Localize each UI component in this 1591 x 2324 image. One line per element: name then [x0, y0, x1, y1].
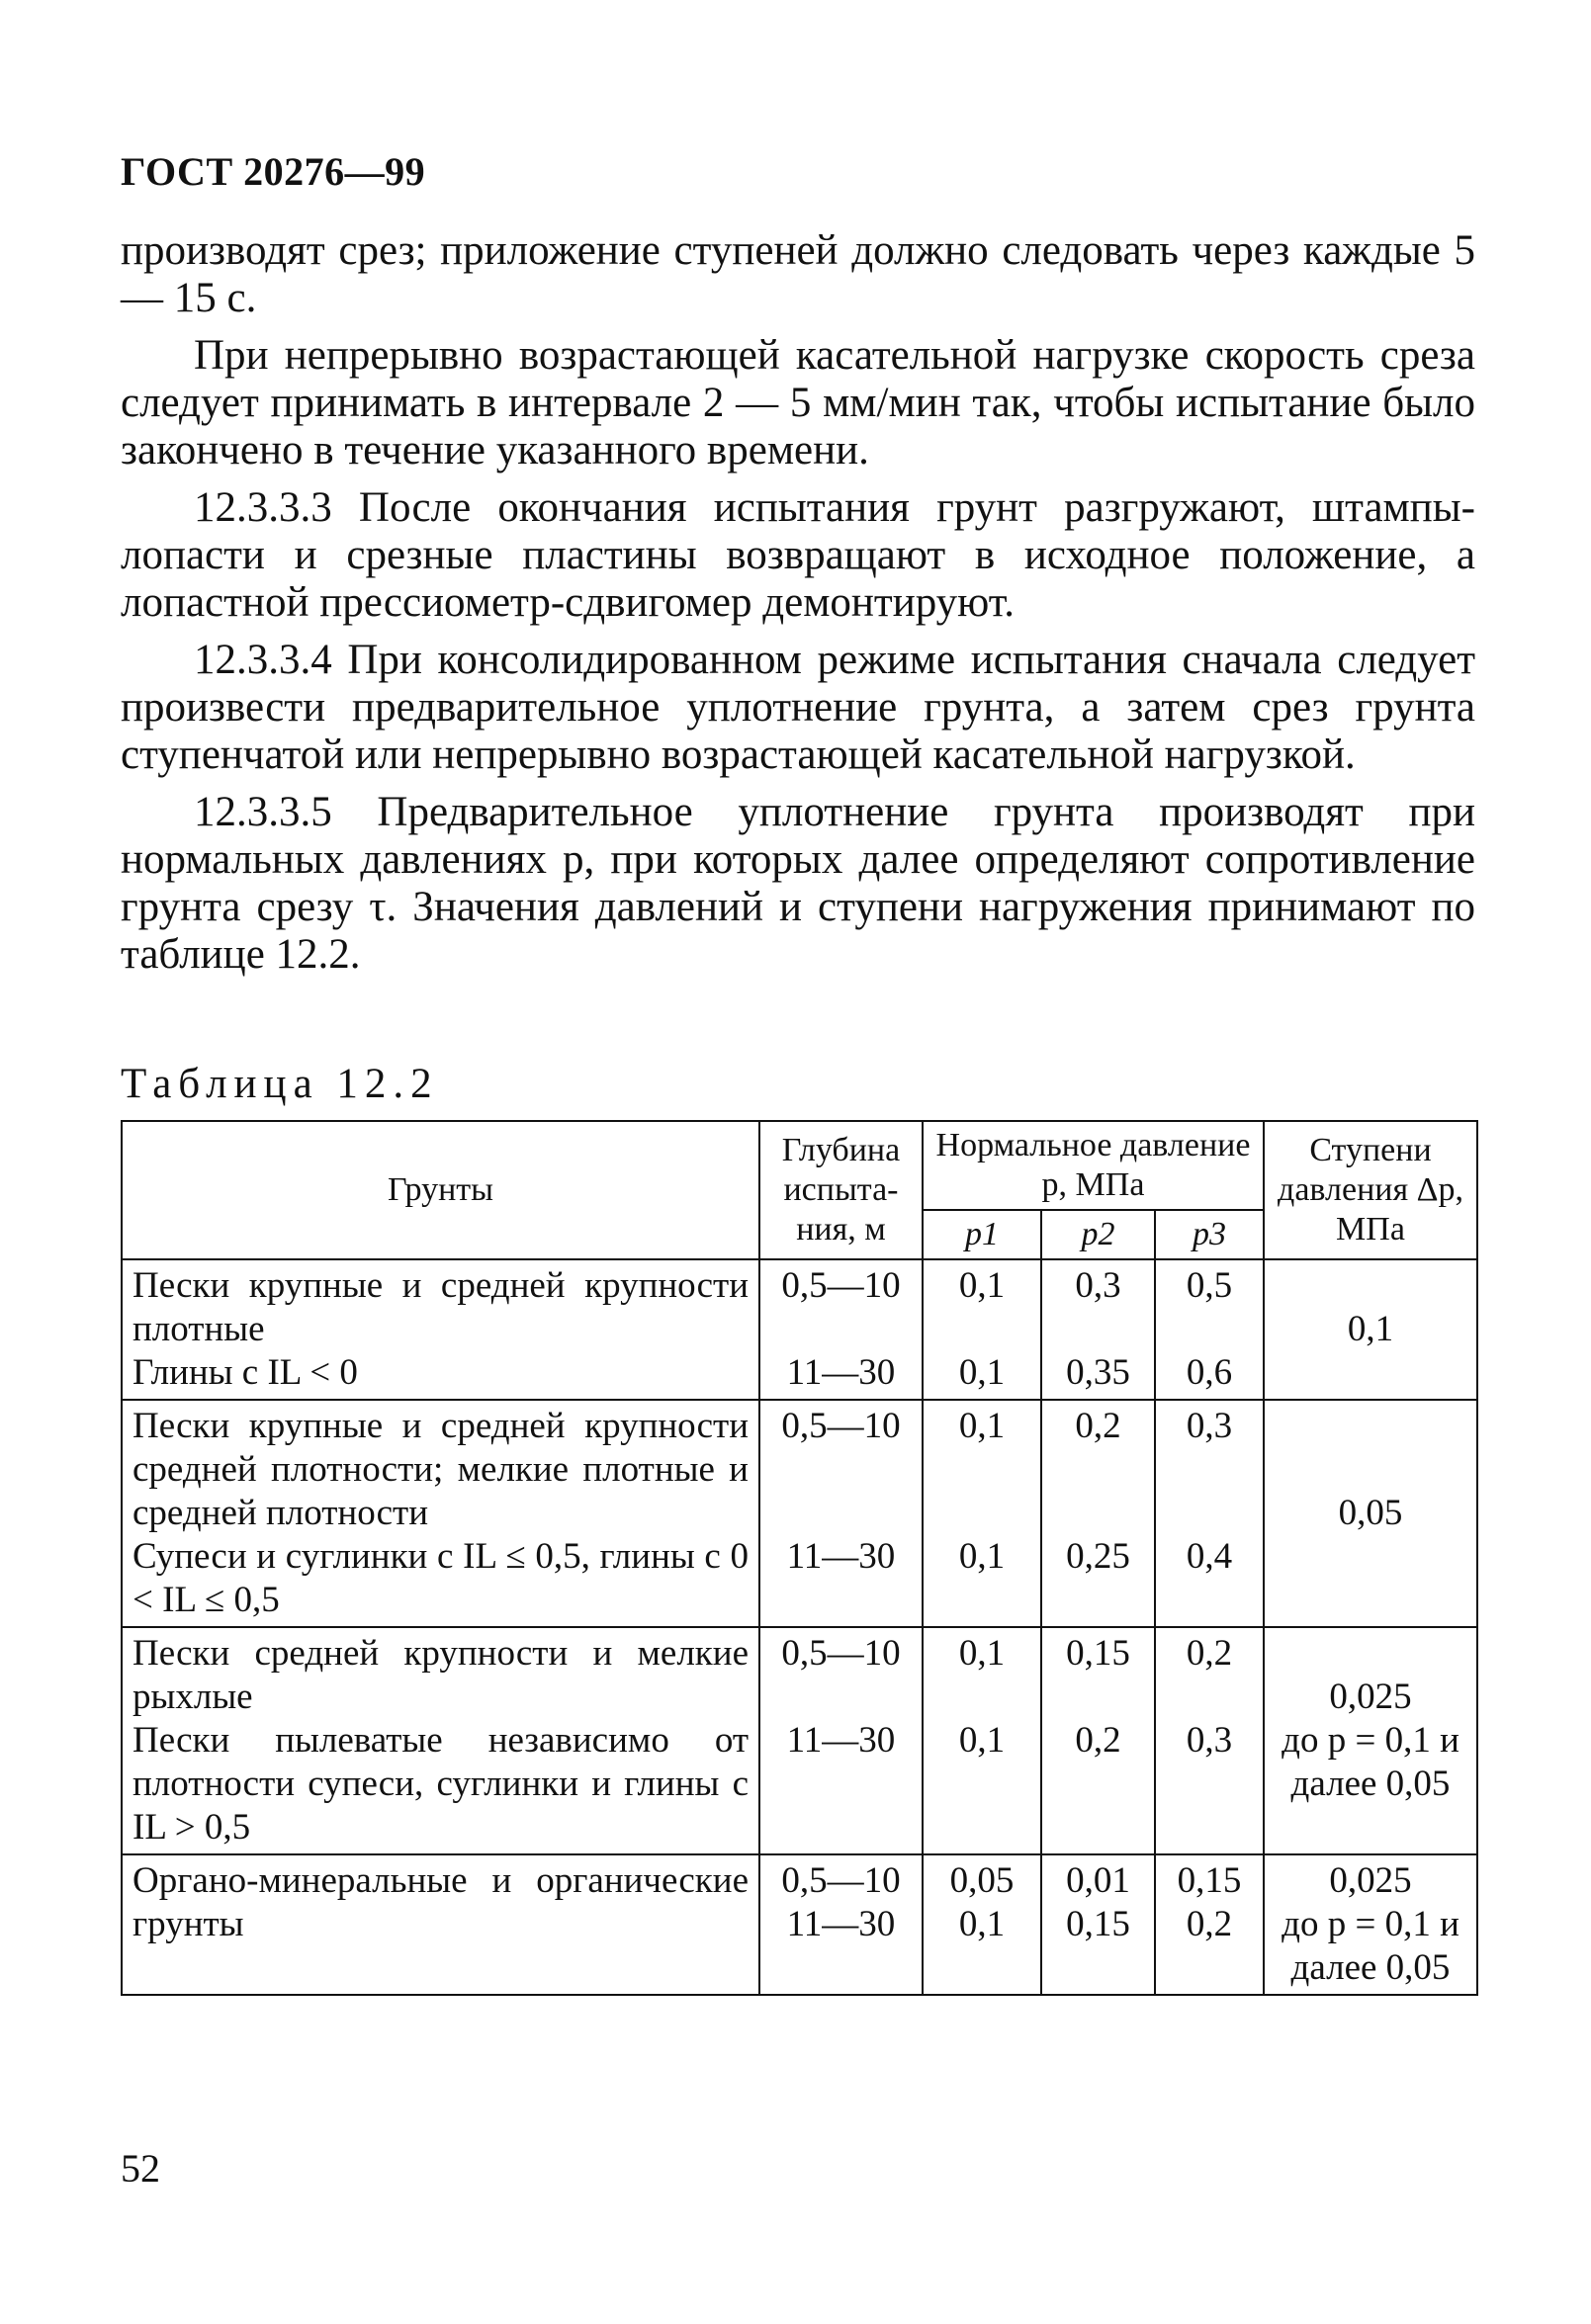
p1-value: 0,1: [958, 1904, 1006, 1944]
p3-value: 0,6: [1186, 1352, 1233, 1393]
p1-cell: [923, 1627, 1041, 1854]
soil-cell: [122, 1854, 759, 1995]
step-value: 0,1: [1347, 1309, 1394, 1349]
soil-line: Пески пылеватые независимо от плотности супеси, суглинки и глины с IL > 0,5: [133, 1720, 749, 1848]
p3-value: 0,2: [1186, 1904, 1233, 1944]
p2-cell: [1041, 1400, 1155, 1627]
p2-value: 0,3: [1075, 1265, 1121, 1306]
depth-cell: [759, 1627, 923, 1854]
depth-value: 0,5—10: [781, 1860, 901, 1901]
header-p1: p1: [923, 1210, 1041, 1259]
table-caption: Таблица 12.2: [121, 1061, 439, 1107]
p1-cell: [923, 1259, 1041, 1400]
p1-value: 0,1: [958, 1265, 1006, 1306]
paragraph: 12.3.3.4 При консолидированном режиме испытания сначала следует произвести предварительное уплотнение грунта, а затем срез грунта ступенчатой или непрерывно возрастающей касательной нагрузкой.: [121, 637, 1475, 778]
soil-line: Пески средней крупности и мелкие рыхлые: [133, 1633, 749, 1717]
p1-value: 0,05: [949, 1860, 1015, 1901]
p2-value: 0,2: [1075, 1406, 1121, 1446]
soil-cell: [122, 1400, 759, 1627]
p3-value: 0,4: [1186, 1536, 1233, 1577]
table-row: [122, 1854, 1477, 1995]
table-row: [122, 1259, 1477, 1400]
header-depth: Глубина испыта-ния, м: [759, 1121, 923, 1259]
p2-value: 0,15: [1066, 1904, 1130, 1944]
paragraph: производят срез; приложение ступеней должно следовать через каждые 5 — 15 с.: [121, 227, 1475, 321]
page-number: 52: [121, 2146, 160, 2191]
p2-cell: [1041, 1854, 1155, 1995]
p1-cell: [923, 1400, 1041, 1627]
header-step: Ступени давления Δp, МПа: [1264, 1121, 1477, 1259]
p2-value: 0,2: [1075, 1720, 1121, 1761]
soil-line: Супеси и суглинки с IL ≤ 0,5, глины с 0 < IL ≤ 0,5: [133, 1536, 749, 1620]
p3-value: 0,15: [1177, 1860, 1242, 1901]
depth-value: 0,5—10: [781, 1265, 901, 1306]
p3-cell: [1155, 1627, 1264, 1854]
soil-cell: [122, 1627, 759, 1854]
header-soils: Грунты: [122, 1121, 759, 1259]
table-row: [122, 1400, 1477, 1627]
step-value: 0,025: [1329, 1677, 1412, 1717]
p1-cell: [923, 1854, 1041, 1995]
step-cell: [1264, 1854, 1477, 1995]
depth-value: 11—30: [786, 1904, 896, 1944]
pressure-table: [121, 1120, 1478, 1996]
soil-line: Пески крупные и средней крупности плотные: [133, 1265, 749, 1349]
depth-value: 11—30: [786, 1720, 896, 1761]
p1-value: 0,1: [958, 1633, 1006, 1674]
soil-line: Пески крупные и средней крупности средней плотности; мелкие плотные и средней плотности: [133, 1406, 749, 1533]
soil-line: Глины с IL < 0: [133, 1352, 358, 1393]
p1-value: 0,1: [958, 1536, 1006, 1577]
p2-value: 0,25: [1066, 1536, 1130, 1577]
soil-cell: [122, 1259, 759, 1400]
paragraph: 12.3.3.5 Предварительное уплотнение грунта производят при нормальных давлениях p, при которых далее определяют сопротивление грунта срезу τ. Значения давлений и ступени нагружения принимают по таблице 12.2.: [121, 789, 1475, 978]
p1-value: 0,1: [958, 1720, 1006, 1761]
step-value: до p = 0,1 и: [1282, 1904, 1459, 1944]
p2-cell: [1041, 1259, 1155, 1400]
depth-value: 11—30: [786, 1536, 896, 1577]
table-row: [122, 1627, 1477, 1854]
p3-cell: [1155, 1400, 1264, 1627]
p3-value: 0,5: [1186, 1265, 1233, 1306]
p3-cell: [1155, 1259, 1264, 1400]
step-cell: [1264, 1400, 1477, 1627]
p1-value: 0,1: [958, 1406, 1006, 1446]
depth-value: 11—30: [786, 1352, 896, 1393]
p2-value: 0,35: [1066, 1352, 1130, 1393]
paragraph: При непрерывно возрастающей касательной нагрузке скорость среза следует принимать в интервале 2 — 5 мм/мин так, чтобы испытание было закончено в течение указанного времени.: [121, 332, 1475, 473]
p2-cell: [1041, 1627, 1155, 1854]
soil-line: Органо-минеральные и органические грунты: [133, 1860, 749, 1944]
depth-value: 0,5—10: [781, 1633, 901, 1674]
p2-value: 0,15: [1066, 1633, 1130, 1674]
step-cell: [1264, 1259, 1477, 1400]
step-value: далее 0,05: [1290, 1947, 1451, 1988]
step-value: 0,05: [1338, 1493, 1403, 1533]
p3-value: 0,3: [1186, 1720, 1233, 1761]
depth-cell: [759, 1854, 923, 1995]
step-value: до p = 0,1 и: [1282, 1720, 1459, 1761]
step-value: далее 0,05: [1290, 1764, 1451, 1804]
p2-value: 0,01: [1066, 1860, 1130, 1901]
p3-cell: [1155, 1854, 1264, 1995]
step-value: 0,025: [1329, 1860, 1412, 1901]
depth-cell: [759, 1400, 923, 1627]
body-text: [121, 227, 1475, 989]
header-pressure-group: Нормальное давление p, МПа: [923, 1121, 1264, 1210]
p3-value: 0,2: [1186, 1633, 1233, 1674]
step-cell: [1264, 1627, 1477, 1854]
depth-cell: [759, 1259, 923, 1400]
header-p2: p2: [1041, 1210, 1155, 1259]
p3-value: 0,3: [1186, 1406, 1233, 1446]
document-header: ГОСТ 20276—99: [121, 149, 426, 194]
paragraph: 12.3.3.3 После окончания испытания грунт разгружают, штампы-лопасти и срезные пластины возвращают в исходное положение, а лопастной прессиометр-сдвигомер демонтируют.: [121, 484, 1475, 626]
depth-value: 0,5—10: [781, 1406, 901, 1446]
p1-value: 0,1: [958, 1352, 1006, 1393]
header-p3: p3: [1155, 1210, 1264, 1259]
